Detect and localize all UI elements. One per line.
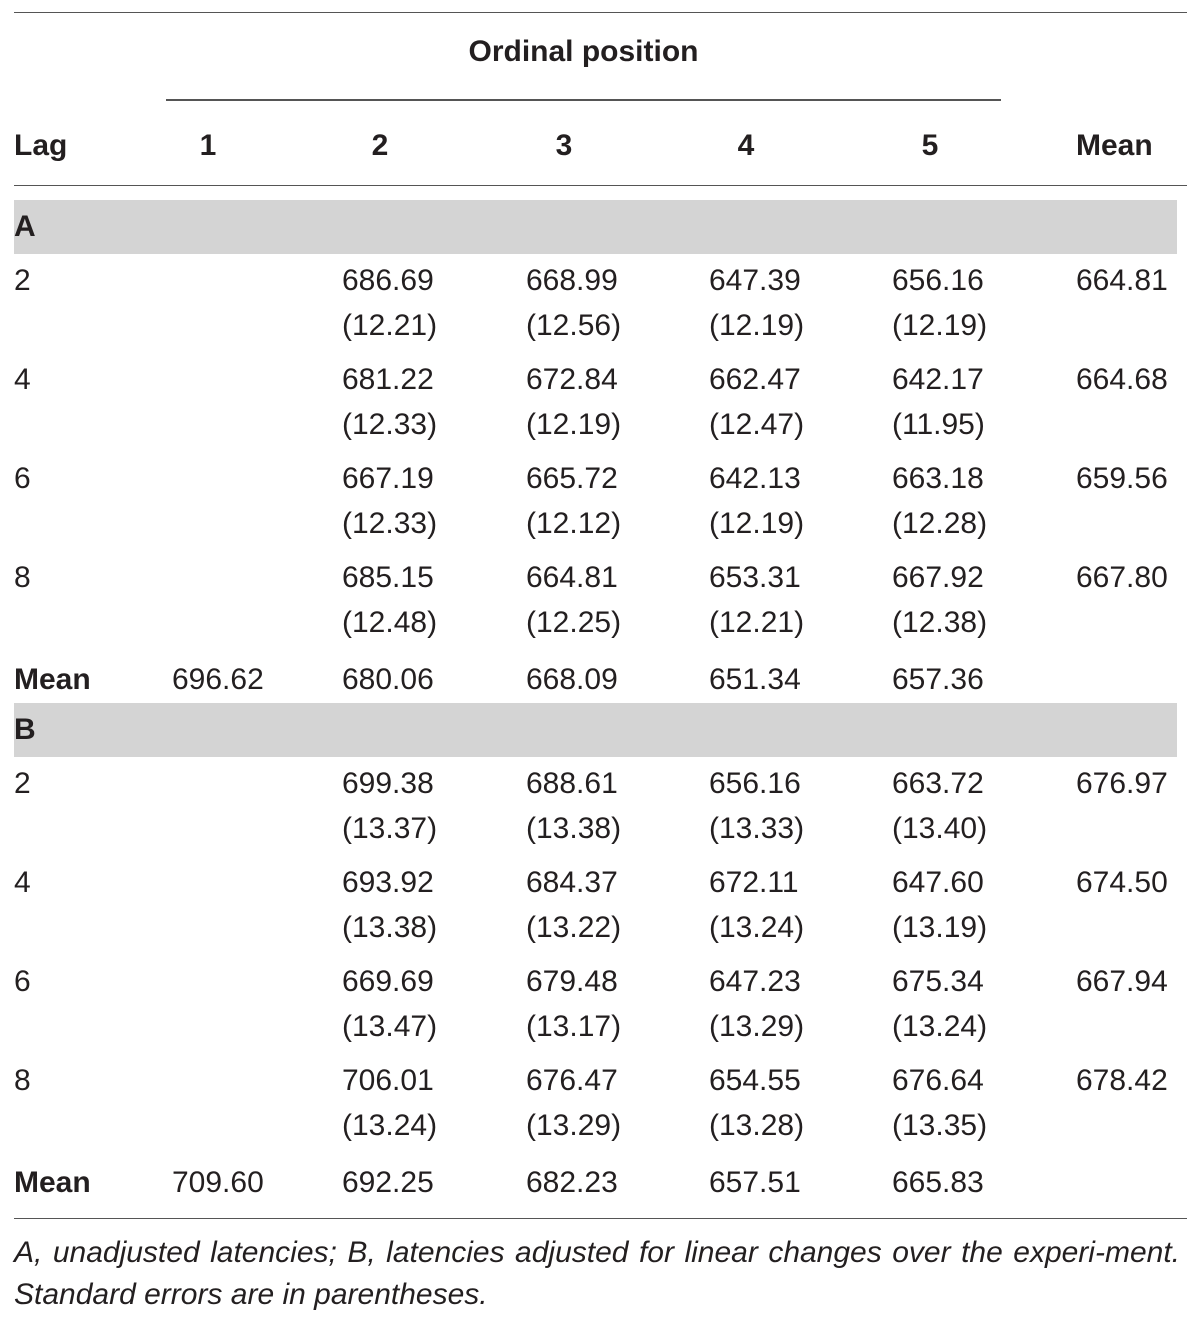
- column-header-5: 5: [921, 129, 939, 162]
- column-mean-cell: 680.06: [342, 663, 434, 696]
- column-mean-cell: 692.25: [342, 1166, 434, 1199]
- mean-row-label: Mean: [14, 663, 91, 696]
- standard-error-cell: (12.38): [892, 606, 988, 639]
- column-mean-cell: 651.34: [709, 663, 801, 696]
- row-mean-cell: 664.68: [1076, 363, 1168, 396]
- standard-error-cell: (13.40): [892, 812, 988, 845]
- standard-error-cell: (13.37): [342, 812, 438, 845]
- value-cell: 699.38: [342, 767, 434, 800]
- value-cell: 675.34: [892, 965, 984, 998]
- value-cell: 685.15: [342, 561, 434, 594]
- lag-cell: 8: [14, 1064, 31, 1097]
- lag-cell: 2: [14, 264, 31, 297]
- column-header-2: 2: [371, 129, 389, 162]
- lag-cell: 6: [14, 965, 31, 998]
- value-cell: 681.22: [342, 363, 434, 396]
- standard-error-cell: (13.24): [709, 911, 805, 944]
- row-mean-cell: 659.56: [1076, 462, 1168, 495]
- value-cell: 686.69: [342, 264, 434, 297]
- standard-error-cell: (12.19): [709, 309, 805, 342]
- standard-error-cell: (12.28): [892, 507, 988, 540]
- lag-cell: 8: [14, 561, 31, 594]
- column-mean-cell: 665.83: [892, 1166, 984, 1199]
- standard-error-cell: (12.19): [709, 507, 805, 540]
- row-mean-cell: 678.42: [1076, 1064, 1168, 1097]
- standard-error-cell: (12.33): [342, 507, 438, 540]
- standard-error-cell: (13.33): [709, 812, 805, 845]
- value-cell: 642.13: [709, 462, 801, 495]
- value-cell: 667.92: [892, 561, 984, 594]
- standard-error-cell: (13.19): [892, 911, 988, 944]
- value-cell: 684.37: [526, 866, 618, 899]
- table-footnote: A, unadjusted latencies; B, latencies adjusted for linear changes over the experi-ment. Standard errors are in parentheses.: [14, 1236, 1180, 1311]
- value-cell: 653.31: [709, 561, 801, 594]
- standard-error-cell: (13.38): [342, 911, 438, 944]
- column-mean-cell: 696.62: [172, 663, 264, 696]
- value-cell: 664.81: [526, 561, 618, 594]
- value-cell: 672.84: [526, 363, 618, 396]
- row-mean-cell: 674.50: [1076, 866, 1168, 899]
- value-cell: 663.72: [892, 767, 984, 800]
- value-cell: 676.64: [892, 1064, 984, 1097]
- standard-error-cell: (12.12): [526, 507, 622, 540]
- value-cell: 672.11: [709, 866, 799, 899]
- mean-row-label: Mean: [14, 1166, 91, 1199]
- standard-error-cell: (13.17): [526, 1010, 622, 1043]
- standard-error-cell: (12.33): [342, 408, 438, 441]
- standard-error-cell: (13.35): [892, 1109, 988, 1142]
- value-cell: 668.99: [526, 264, 618, 297]
- standard-error-cell: (13.28): [709, 1109, 805, 1142]
- standard-error-cell: (12.48): [342, 606, 438, 639]
- standard-error-cell: (13.22): [526, 911, 622, 944]
- row-mean-cell: 667.94: [1076, 965, 1168, 998]
- standard-error-cell: (13.24): [342, 1109, 438, 1142]
- value-cell: 662.47: [709, 363, 801, 396]
- standard-error-cell: (12.47): [709, 408, 805, 441]
- lag-cell: 4: [14, 363, 31, 396]
- column-header-mean: Mean: [1076, 129, 1153, 162]
- column-spanner-ordinal-position: Ordinal position: [468, 35, 699, 68]
- lag-cell: 2: [14, 767, 31, 800]
- value-cell: 656.16: [709, 767, 801, 800]
- value-cell: 647.23: [709, 965, 801, 998]
- standard-error-cell: (12.21): [709, 606, 805, 639]
- standard-error-cell: (13.24): [892, 1010, 988, 1043]
- value-cell: 647.60: [892, 866, 984, 899]
- column-header-3: 3: [555, 129, 573, 162]
- row-mean-cell: 667.80: [1076, 561, 1168, 594]
- column-mean-cell: 657.51: [709, 1166, 801, 1199]
- standard-error-cell: (13.29): [709, 1010, 805, 1043]
- section-label: B: [14, 713, 36, 746]
- value-cell: 642.17: [892, 363, 984, 396]
- section-band: [14, 703, 1177, 757]
- spanner-rule: [166, 99, 1001, 101]
- column-header-lag: Lag: [14, 129, 68, 162]
- lag-cell: 6: [14, 462, 31, 495]
- value-cell: 693.92: [342, 866, 434, 899]
- header-rule: [14, 185, 1187, 186]
- value-cell: 654.55: [709, 1064, 801, 1097]
- section-label: A: [14, 210, 36, 243]
- standard-error-cell: (12.25): [526, 606, 622, 639]
- column-mean-cell: 668.09: [526, 663, 618, 696]
- row-mean-cell: 676.97: [1076, 767, 1168, 800]
- standard-error-cell: (11.95): [892, 408, 985, 441]
- value-cell: 688.61: [526, 767, 618, 800]
- value-cell: 669.69: [342, 965, 434, 998]
- standard-error-cell: (12.56): [526, 309, 622, 342]
- value-cell: 663.18: [892, 462, 984, 495]
- standard-error-cell: (12.19): [526, 408, 622, 441]
- row-mean-cell: 664.81: [1076, 264, 1168, 297]
- value-cell: 665.72: [526, 462, 618, 495]
- column-mean-cell: 682.23: [526, 1166, 618, 1199]
- table-top-rule: [14, 12, 1187, 13]
- value-cell: 706.01: [342, 1064, 434, 1097]
- column-mean-cell: 657.36: [892, 663, 984, 696]
- column-header-4: 4: [737, 129, 755, 162]
- standard-error-cell: (13.47): [342, 1010, 438, 1043]
- standard-error-cell: (12.19): [892, 309, 988, 342]
- value-cell: 647.39: [709, 264, 801, 297]
- value-cell: 667.19: [342, 462, 434, 495]
- section-band: [14, 200, 1177, 254]
- lag-cell: 4: [14, 866, 31, 899]
- value-cell: 676.47: [526, 1064, 618, 1097]
- standard-error-cell: (12.21): [342, 309, 438, 342]
- standard-error-cell: (13.29): [526, 1109, 622, 1142]
- value-cell: 679.48: [526, 965, 618, 998]
- value-cell: 656.16: [892, 264, 984, 297]
- column-header-1: 1: [199, 129, 217, 162]
- table-bottom-rule: [14, 1218, 1187, 1219]
- standard-error-cell: (13.38): [526, 812, 622, 845]
- column-mean-cell: 709.60: [172, 1166, 264, 1199]
